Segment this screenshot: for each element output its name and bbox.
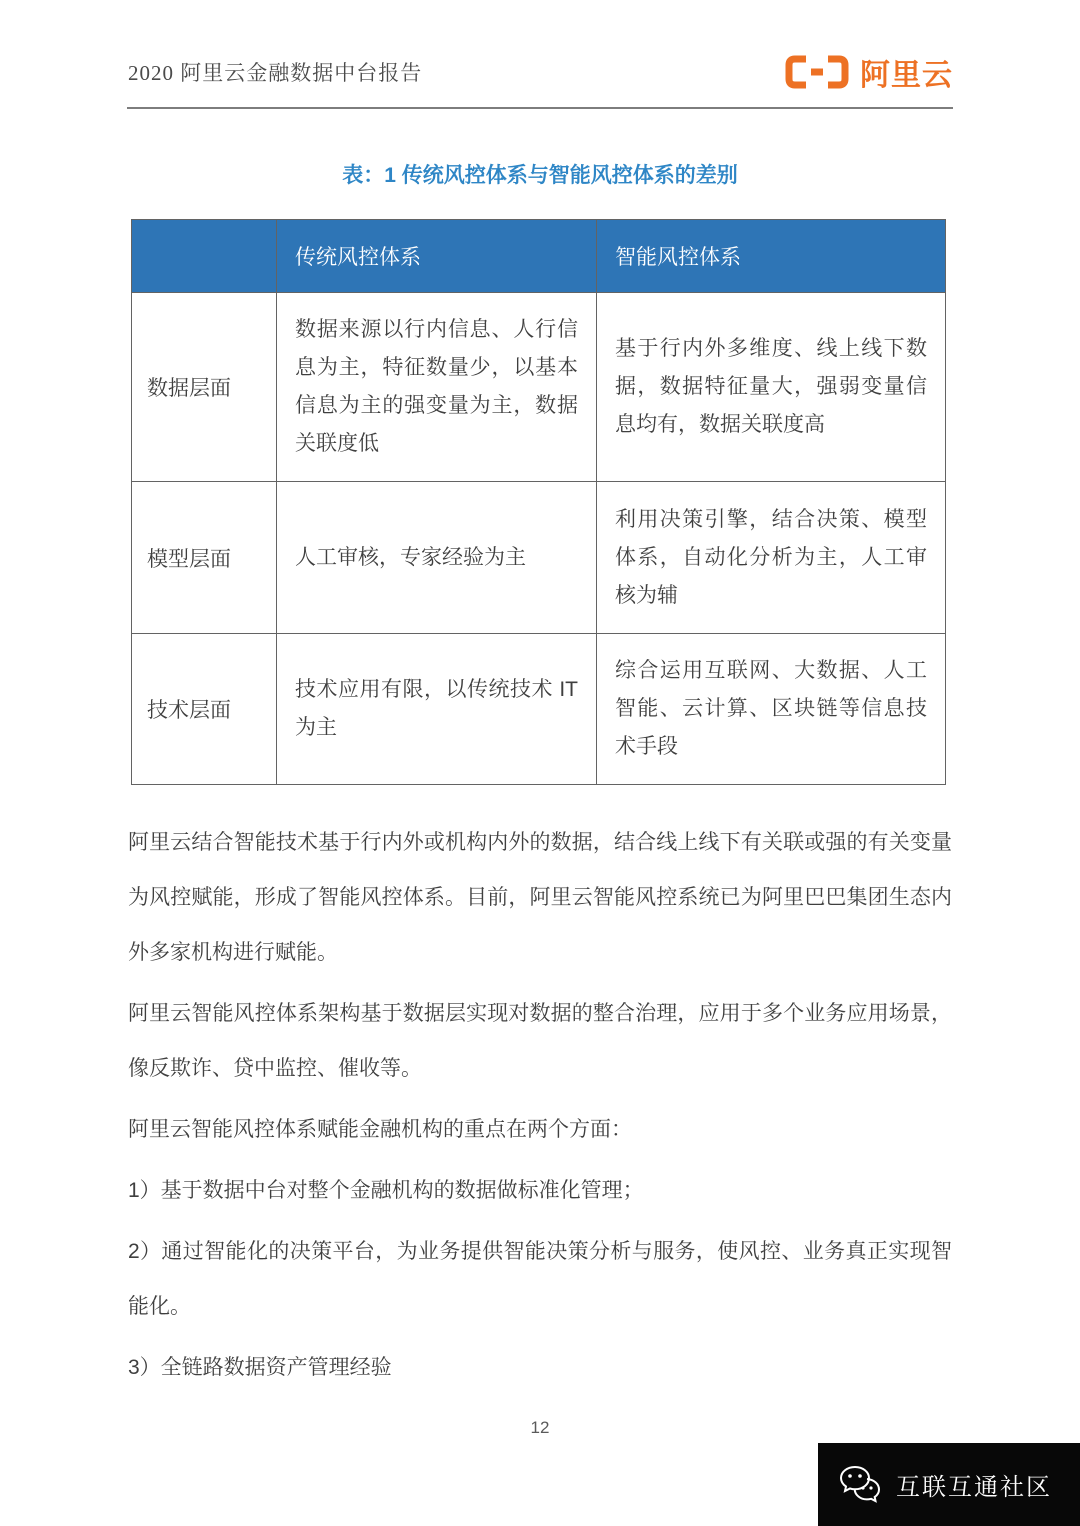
table-row-model-layer — [132, 482, 946, 634]
list-item: 1）基于数据中台对整个金融机构的数据做标准化管理； — [128, 1179, 644, 1202]
wechat-icon — [834, 1463, 886, 1507]
cell-intelligent: 综合运用互联网、大数据、人工智能、云计算、区块链等信息技术手段 — [597, 634, 946, 785]
aliyun-brackets-icon — [780, 52, 854, 92]
row-label: 技术层面 — [132, 634, 277, 785]
paragraph: 阿里云智能风控体系架构基于数据层实现对数据的整合治理，应用于多个业务应用场景，像反欺诈、贷中监控、催收等。 — [128, 1002, 952, 1080]
cell-traditional: 人工审核，专家经验为主 — [277, 482, 597, 634]
table-header-empty — [132, 220, 277, 293]
watermark-text: 互联互通社区 — [896, 1474, 1052, 1501]
table-header-intelligent: 智能风控体系 — [597, 220, 946, 293]
page-content — [0, 159, 1080, 1395]
report-title: 2020 阿里云金融数据中台报告 — [128, 61, 423, 85]
body-text — [128, 815, 952, 1395]
table-caption: 表：1 传统风控体系与智能风控体系的差别 — [342, 164, 738, 187]
paragraph: 阿里云智能风控体系赋能金融机构的重点在两个方面： — [128, 1118, 632, 1141]
aliyun-logo — [780, 50, 953, 94]
list-item: 3）全链路数据资产管理经验 — [128, 1356, 392, 1379]
table-header-traditional: 传统风控体系 — [277, 220, 597, 293]
cell-intelligent: 利用决策引擎，结合决策、模型体系，自动化分析为主，人工审核为辅 — [597, 482, 946, 634]
row-label: 模型层面 — [132, 482, 277, 634]
aliyun-logo-text: 阿里云 — [860, 59, 953, 92]
page-header — [0, 0, 1080, 94]
row-label: 数据层面 — [132, 293, 277, 482]
paragraph: 阿里云结合智能技术基于行内外或机构内外的数据，结合线上线下有关联或强的有关变量为风控赋能，形成了智能风控体系。目前，阿里云智能风控系统已为阿里巴巴集团生态内外多家机构进行赋能。 — [128, 831, 952, 964]
watermark-badge — [818, 1443, 1080, 1526]
comparison-table — [131, 219, 946, 785]
cell-traditional: 技术应用有限，以传统技术 IT 为主 — [277, 634, 597, 785]
table-row-tech-layer — [132, 634, 946, 785]
list-item: 2）通过智能化的决策平台，为业务提供智能决策分析与服务，使风控、业务真正实现智能化。 — [128, 1240, 952, 1318]
table-header-row — [132, 220, 946, 293]
table-row-data-layer — [132, 293, 946, 482]
page-number: 12 — [530, 1418, 550, 1437]
cell-traditional: 数据来源以行内信息、人行信息为主，特征数量少，以基本信息为主的强变量为主，数据关联度低 — [277, 293, 597, 482]
header-divider — [127, 107, 953, 109]
cell-intelligent: 基于行内外多维度、线上线下数据，数据特征量大，强弱变量信息均有，数据关联度高 — [597, 293, 946, 482]
